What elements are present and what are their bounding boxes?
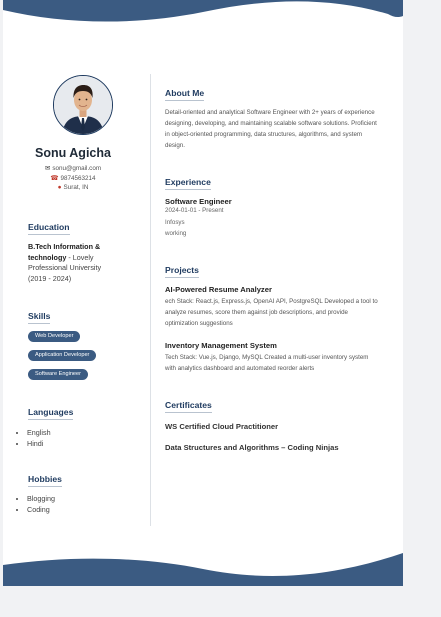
about-heading: About Me	[165, 88, 204, 101]
contact-email[interactable]: sonu@gmail.com	[52, 165, 102, 172]
experience-role: Software Engineer	[165, 197, 232, 206]
projects-heading: Projects	[165, 265, 199, 278]
location-pin-icon: ●	[57, 184, 62, 191]
certificates-heading: Certificates	[165, 400, 212, 413]
contact-phone-row	[3, 174, 143, 183]
resume-page	[3, 0, 403, 586]
skill-badge: Software Engineer	[28, 369, 88, 380]
list-item: • Hindi	[27, 438, 51, 449]
project-title: AI-Powered Resume Analyzer	[165, 285, 272, 294]
certificate-item: WS Certified Cloud Practitioner	[165, 422, 279, 431]
skill-badge: Web Developer	[28, 331, 80, 342]
list-item: • Blogging	[27, 493, 55, 504]
contact-phone: 9874563214	[60, 175, 96, 182]
profile-name: Sonu Agicha	[35, 146, 111, 160]
left-column	[3, 0, 151, 586]
languages-list	[15, 427, 51, 449]
education-degree: B.Tech Information & technology	[28, 242, 101, 262]
project-description: Tech Stack: Vue.js, Django, MySQL Created a multi-user inventory system with analytics dashboard and automated reorder alerts	[165, 354, 369, 372]
education-institution: Lovely Professional University	[28, 252, 102, 272]
contact-location: Surat, IN	[63, 184, 89, 191]
phone-icon: ☎	[50, 175, 59, 182]
project-description: ech Stack: React.js, Express.js, OpenAI API, PostgreSQL Developed a tool to analyze resumes, score them against job descriptions, and provide optimization suggestions	[165, 298, 378, 327]
education-heading: Education	[28, 222, 70, 235]
list-item: • Coding	[27, 504, 55, 515]
certificate-item: Data Structures and Algorithms – Coding Ninjas	[165, 443, 339, 452]
experience-company: Infosys	[165, 219, 185, 226]
avatar	[53, 75, 113, 135]
project-title: Inventory Management System	[165, 341, 277, 350]
hobbies-list	[15, 493, 55, 515]
skill-badge: Application Developer	[28, 350, 96, 361]
list-item: • English	[27, 427, 51, 438]
about-text: Detail-oriented and analytical Software Engineer with 2+ years of experience designing, developing, and maintaining scalable software solutions. Proficient in object-oriented programming, data structures, algorithms, and system design.	[165, 109, 377, 149]
experience-heading: Experience	[165, 177, 211, 190]
experience-dates: 2024-01-01 - Present	[165, 207, 224, 214]
hobbies-heading: Hobbies	[28, 474, 62, 487]
education-years: (2019 - 2024)	[28, 273, 72, 283]
education-entry: B.Tech Information & technology - Lovely Professional University (2019 - 2024)	[28, 242, 102, 283]
column-divider	[150, 74, 151, 526]
skills-heading: Skills	[28, 311, 50, 324]
contact-email-row	[3, 164, 143, 173]
languages-heading: Languages	[28, 407, 73, 420]
mail-icon: ✉	[44, 165, 51, 172]
contact-location-row	[3, 183, 143, 192]
experience-status: working	[165, 230, 187, 237]
